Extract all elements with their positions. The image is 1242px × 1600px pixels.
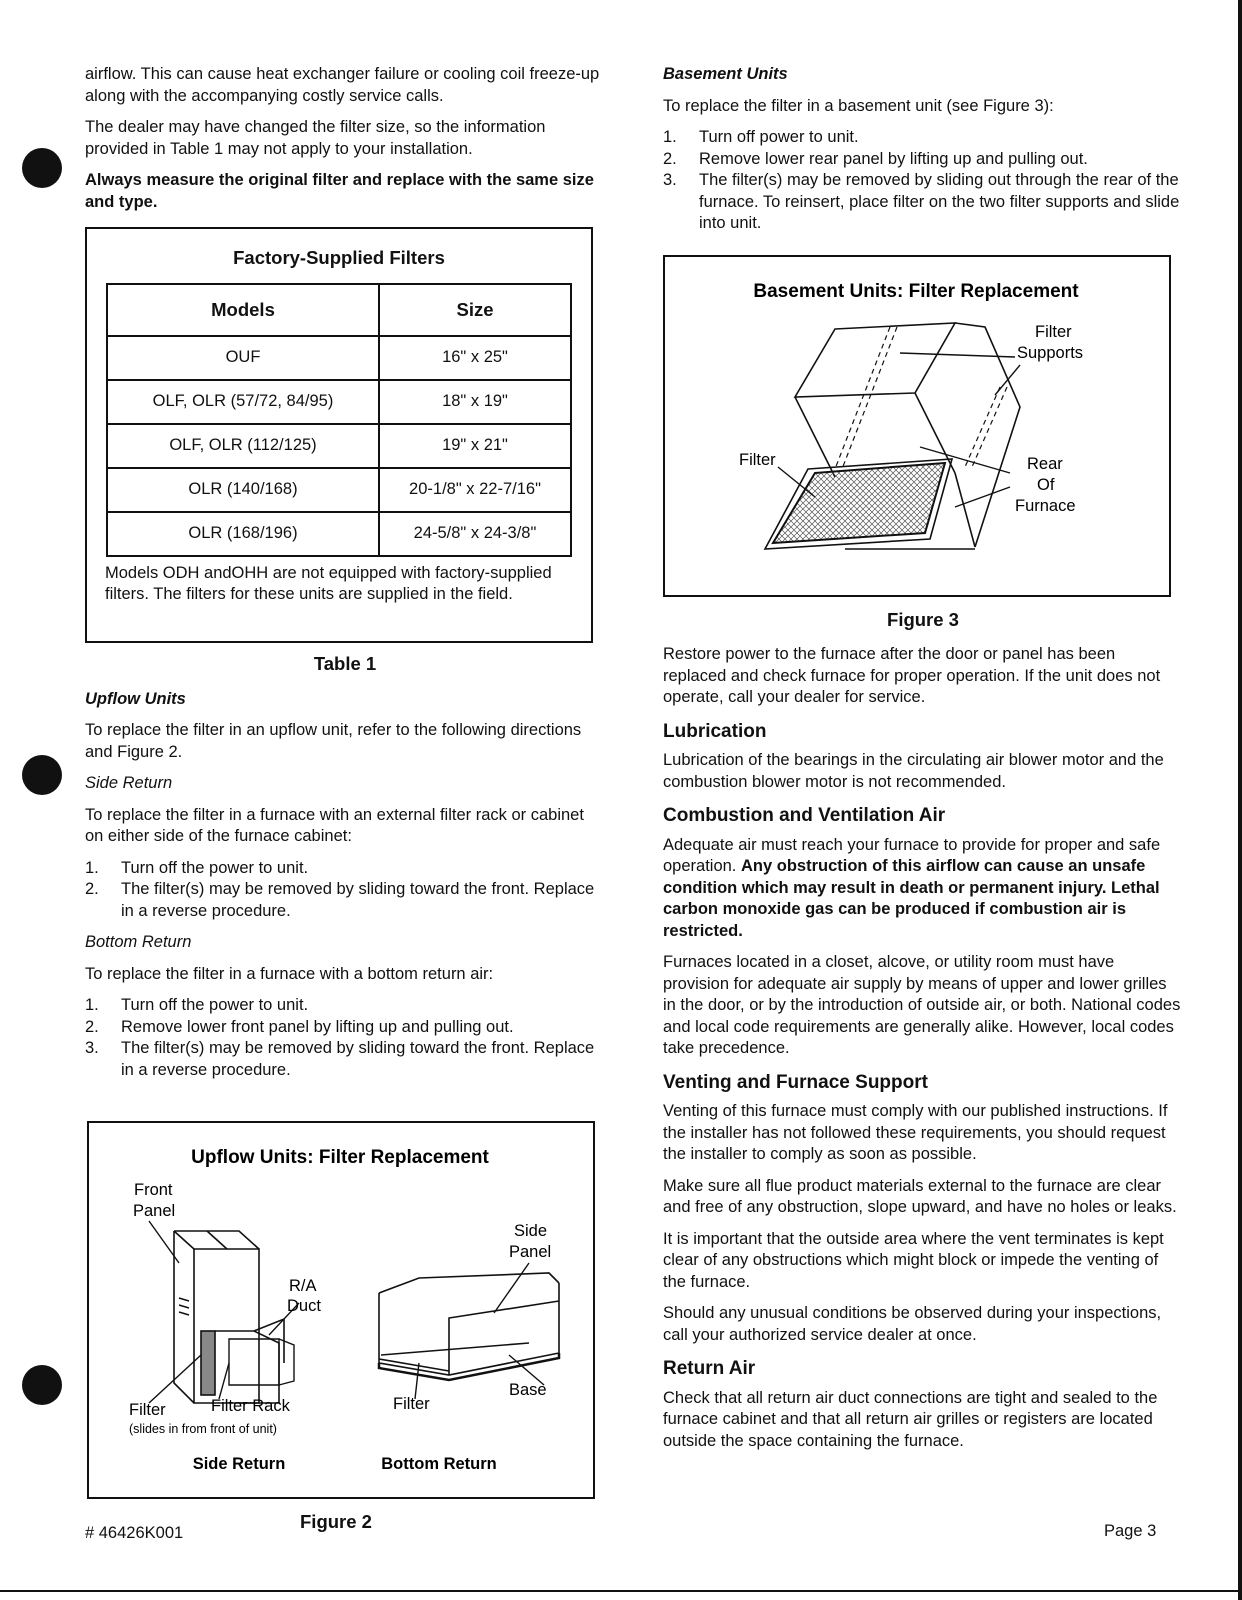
list-item: 2. The filter(s) may be removed by sliding toward the front. Replace in a reverse procedure. — [85, 880, 595, 920]
step-text: Turn off power to unit. — [699, 128, 859, 146]
upflow-heading: Upflow Units — [85, 689, 186, 708]
filters-table-box — [85, 227, 593, 643]
list-item: 2. Remove lower rear panel by lifting up and pulling out. — [663, 149, 1088, 168]
venting-paragraph-2: Make sure all flue product materials external to the furnace are clear and free of any obstruction, slope upward, and have no holes or leaks. — [663, 1176, 1177, 1216]
page-right-border — [1238, 0, 1242, 1600]
ra-duct-label-1: R/A — [289, 1277, 317, 1295]
side-panel-label-2: Panel — [509, 1243, 552, 1261]
table-row — [107, 468, 571, 512]
return-air-heading: Return Air — [663, 1358, 756, 1379]
return-air-text: Check that all return air duct connections are tight and sealed to the furnace cabinet and that all return air grilles or registers are located outside the space containing the furnace. — [663, 1388, 1158, 1450]
step-text: Turn off the power to unit. — [121, 996, 309, 1014]
size-cell: 24-5/8" x 24-3/8" — [379, 512, 571, 556]
left-column — [85, 64, 605, 1091]
base-label: Base — [509, 1381, 547, 1399]
basement-steps — [663, 127, 1183, 235]
size-cell: 18" x 19" — [379, 380, 571, 424]
table-header-models: Models — [107, 284, 379, 336]
model-cell: OLF, OLR (57/72, 84/95) — [107, 380, 379, 424]
table-row — [107, 512, 571, 556]
size-cell: 16" x 25" — [379, 336, 571, 380]
list-item: 3. The filter(s) may be removed by sliding out through the rear of the furnace. To reinsert, place filter on the two filter supports and slide into unit. — [663, 171, 1180, 232]
combustion-heading: Combustion and Ventilation Air — [663, 805, 946, 826]
side-return-heading: Side Return — [85, 774, 173, 792]
venting-paragraph-1: Venting of this furnace must comply with our published instructions. If the installer has not followed these requirements, you should request the installer to comply as soon as possible. — [663, 1102, 1168, 1163]
table-row — [107, 380, 571, 424]
bottom-return-intro: To replace the filter in a furnace with a bottom return air: — [85, 964, 494, 983]
basement-filter-label: Filter — [739, 450, 776, 469]
bottom-filter-label: Filter — [393, 1395, 430, 1413]
table-row — [107, 336, 571, 380]
closet-text: Furnaces located in a closet, alcove, or utility room must have provision for adequate air supply by means of upper and lower grilles in the door, or by the introduction of outside air, or both. National codes and local code requirements are generally alike. However, local codes take precedence. — [663, 953, 1181, 1057]
figure-3-caption: Figure 3 — [887, 608, 959, 630]
punch-hole-bottom — [22, 1365, 62, 1405]
bottom-return-unit — [379, 1273, 559, 1380]
rear-label-1: Rear — [1027, 454, 1063, 473]
filters-table-title: Factory-Supplied Filters — [233, 247, 445, 268]
filter-label: Filter — [129, 1401, 166, 1419]
rear-label-2: Of — [1037, 475, 1055, 494]
page-bottom-border — [0, 1590, 1242, 1592]
punch-hole-middle — [22, 755, 62, 795]
filter-supports-label-1: Filter — [1035, 322, 1072, 341]
basement-heading: Basement Units — [663, 65, 788, 83]
measure-warning: Always measure the original filter and replace with the same size and type. — [85, 171, 594, 211]
restore-paragraph: Restore power to the furnace after the door or panel has been replaced and check furnace for proper operation. If the unit does not operate, call your dealer for service. — [663, 645, 1161, 706]
document-number: # 46426K001 — [85, 1524, 184, 1542]
slides-note-label: (slides in from front of unit) — [129, 1422, 277, 1436]
table-caption: Table 1 — [313, 653, 377, 674]
step-text: The filter(s) may be removed by sliding out through the rear of the furnace. To reinsert, place filter on the two filter supports and slide into unit. — [699, 171, 1180, 232]
step-text: Turn off the power to unit. — [121, 858, 309, 877]
right-column — [663, 64, 1183, 1462]
punch-hole-top — [22, 148, 62, 188]
filters-table — [106, 283, 572, 557]
list-item: 1. Turn off power to unit. — [663, 128, 859, 146]
figure-3-box — [663, 255, 1171, 597]
figure-2-drawing — [89, 1123, 592, 1496]
page-number: Page 3 — [1104, 1522, 1157, 1540]
figure-2-caption: Figure 2 — [300, 1511, 372, 1532]
lubrication-heading: Lubrication — [663, 720, 767, 742]
model-cell: OUF — [107, 336, 379, 380]
dealer-paragraph: The dealer may have changed the filter size, so the information provided in Table 1 may not apply to your installation. — [85, 118, 546, 158]
size-cell: 19" x 21" — [379, 424, 571, 468]
venting-paragraph-3: It is important that the outside area where the vent terminates is kept clear of any obstructions which might block or impede the venting of the furnace. — [663, 1229, 1164, 1291]
figure-3-title: Basement Units: Filter Replacement — [753, 280, 1079, 302]
rear-label-3: Furnace — [1015, 496, 1076, 515]
side-return-intro: To replace the filter in a furnace with an external filter rack or cabinet on either side of the furnace cabinet: — [85, 805, 584, 845]
side-panel-label-1: Side — [514, 1222, 548, 1240]
bottom-return-caption: Bottom Return — [381, 1455, 497, 1473]
list-item: 2. Remove lower front panel by lifting up and pulling out. — [85, 1017, 514, 1036]
model-cell: OLR (168/196) — [107, 512, 379, 556]
side-return-caption: Side Return — [192, 1455, 286, 1473]
list-item: 1. Turn off the power to unit. — [85, 858, 309, 877]
venting-heading: Venting and Furnace Support — [663, 1071, 928, 1093]
bottom-return-steps — [85, 995, 605, 1081]
combustion-warning: Any obstruction of this airflow can cause an unsafe condition which may result in death or permanent injury. Lethal carbon monoxide gas can be produced if combustion air is restricted. — [663, 857, 1160, 940]
figure-2-title: Upflow Units: Filter Replacement — [191, 1147, 489, 1168]
size-cell: 20-1/8" x 22-7/16" — [379, 468, 571, 512]
list-item: 3. The filter(s) may be removed by sliding toward the front. Replace in a reverse procedure. — [85, 1039, 595, 1079]
side-return-steps — [85, 858, 605, 923]
bottom-return-heading: Bottom Return — [85, 933, 192, 951]
figure-3-drawing — [665, 257, 1168, 594]
filter-panel — [765, 459, 952, 549]
figure-2-box — [87, 1121, 595, 1499]
venting-paragraph-4: Should any unusual conditions be observed during your inspections, call your authorized service dealer at once. — [663, 1304, 1162, 1344]
model-cell: OLR (140/168) — [107, 468, 379, 512]
list-item: 1. Turn off the power to unit. — [85, 996, 309, 1014]
step-text: Remove lower front panel by lifting up and pulling out. — [121, 1017, 514, 1036]
combustion-text — [663, 835, 1183, 943]
ra-duct-label-2: Duct — [287, 1297, 321, 1315]
intro-paragraph: airflow. This can cause heat exchanger failure or cooling coil freeze-up along with the accompanying costly service calls. — [85, 65, 600, 105]
table-note: Models ODH andOHH are not equipped with factory-supplied filters. The filters for these units are supplied in the field. — [105, 563, 552, 603]
filter-supports-label-2: Supports — [1017, 343, 1084, 362]
lubrication-text: Lubrication of the bearings in the circulating air blower motor and the combustion blower motor is not recommended. — [663, 751, 1164, 791]
front-panel-label-1: Front — [134, 1181, 173, 1199]
filter-rack-label: Filter Rack — [211, 1397, 290, 1415]
step-text: The filter(s) may be removed by sliding toward the front. Replace in a reverse procedure. — [121, 1039, 595, 1079]
model-cell: OLF, OLR (112/125) — [107, 424, 379, 468]
table-row — [107, 424, 571, 468]
table-header-size: Size — [379, 284, 571, 336]
upflow-intro: To replace the filter in an upflow unit, refer to the following directions and Figure 2. — [85, 721, 582, 761]
step-text: Remove lower rear panel by lifting up and pulling out. — [699, 149, 1088, 168]
combustion-text-a: Adequate air must reach your furnace to provide for proper and safe operation. — [663, 835, 1161, 875]
step-text: The filter(s) may be removed by sliding toward the front. Replace in a reverse procedure. — [121, 880, 595, 920]
front-panel-label-2: Panel — [133, 1202, 176, 1220]
basement-intro: To replace the filter in a basement unit (see Figure 3): — [663, 96, 1054, 115]
